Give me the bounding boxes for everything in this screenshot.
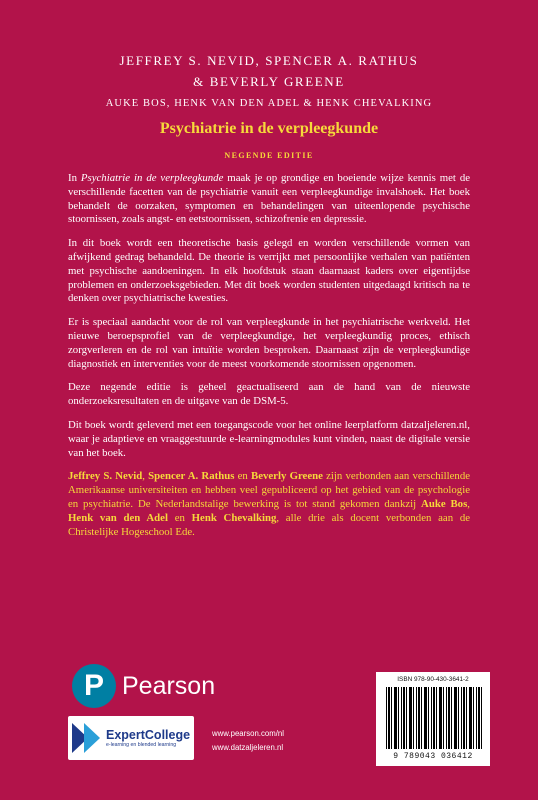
intro-rest: maak je op grondige en boeiende wijze kennis met de verschillende facetten van de psychiatrie vanuit een verpleegkundige invalshoek. Het boek behandelt de oorzaken, symptomen en behandelingen van uiteenlopende psychische stoornissen, zoals angst- en eetstoornissen, schizofrenie en depressie. bbox=[68, 172, 471, 226]
paragraph-intro bbox=[68, 172, 470, 227]
expertcollege-logo bbox=[68, 716, 194, 760]
separator: , bbox=[142, 470, 149, 483]
edition-label: NEGENDE EDITIE bbox=[224, 151, 314, 160]
barcode bbox=[376, 672, 490, 766]
intro-title-italic: Psychiatrie in de verpleegkunde bbox=[80, 172, 224, 184]
intro-prefix: In bbox=[68, 172, 81, 184]
pearson-logo bbox=[72, 664, 215, 708]
co-author-names: AUKE BOS, HENK VAN DEN ADEL & HENK CHEVALKING bbox=[105, 98, 433, 109]
author-affiliation: , alle drie als docent verbonden aan de Christelijke Hogeschool Ede. bbox=[68, 511, 471, 538]
author-name: Jeffrey S. Nevid bbox=[68, 470, 143, 483]
expertcollege-arrow-icon bbox=[72, 723, 104, 753]
url-pearson: www.pearson.com/nl bbox=[212, 729, 284, 738]
author-name: Henk van den Adel bbox=[68, 511, 168, 524]
url-datzaljeleren: www.datzaljeleren.nl bbox=[212, 743, 284, 752]
back-cover-text bbox=[68, 172, 470, 549]
expertcollege-name: ExpertCollege bbox=[106, 728, 191, 742]
pearson-logo-letter: P bbox=[83, 669, 104, 702]
author-line-2: & BEVERLY GREENE bbox=[193, 74, 345, 89]
isbn-label: ISBN 978-90-430-3641-2 bbox=[397, 676, 469, 683]
book-title: Psychiatrie in de verpleegkunde bbox=[159, 120, 379, 137]
paragraph-nursing: Er is speciaal aandacht voor de rol van verpleegkunde in het psychiatrische werkveld. Het nieuwe beroepsprofiel van de verpleegkundige, het verpleegkundig proces, ethisch zorgverleren en de rol van intuïtie worden besproken. Daarnaast zijn de verpleegkundige diagnostiek en interventies voor de meest voorkomende stoornissen opgenomen. bbox=[68, 316, 470, 370]
author-names bbox=[0, 50, 538, 92]
separator: , bbox=[467, 497, 470, 510]
paragraph-platform: Dit boek wordt geleverd met een toegangscode voor het online leerplatform datzaljeleren.nl, waar je adaptieve en vraaggestuurde e-learningmodules kunt vinden, naast de digitale versie van het boek. bbox=[68, 418, 470, 459]
paragraph-theory: In dit boek wordt een theoretische basis gelegd en worden verschillende vormen van afwijkend gedrag behandeld. De theorie is verrijkt met persoonlijke verhalen van patiënten met psychische aandoeningen. In elk hoofdstuk staan daarnaast kaders over eigentijdse problemen en onderzoeksgebieden. Met dit boek worden studenten uitgedaagd kritisch na te denken over psychiatrische kwesties. bbox=[68, 237, 470, 305]
website-urls bbox=[212, 727, 284, 755]
separator: en bbox=[234, 470, 251, 483]
author-name: Beverly Greene bbox=[251, 470, 323, 483]
expertcollege-tagline: e-learning en blended learning bbox=[106, 742, 177, 748]
barcode-digits: 9 789043 036412 bbox=[393, 752, 473, 761]
barcode-bars bbox=[386, 687, 482, 749]
author-bio: zijn verbonden aan verschillende Amerikaanse universiteiten en hebben veel gepubliceerd op het gebied van de psychologie en psychiatrie. De Nederlandstalige bewerking is tot stand gekomen dankzij bbox=[68, 470, 471, 510]
pearson-icon bbox=[72, 664, 116, 708]
author-name: Spencer A. Rathus bbox=[148, 470, 235, 483]
paragraph-authors bbox=[68, 470, 470, 539]
author-name: Henk Chevalking bbox=[191, 511, 277, 524]
author-line-1: JEFFREY S. NEVID, SPENCER A. RATHUS bbox=[119, 53, 419, 68]
author-name: Auke Bos bbox=[421, 497, 468, 510]
separator: en bbox=[167, 511, 192, 524]
paragraph-edition: Deze negende editie is geheel geactualiseerd aan de hand van de nieuwste onderzoeksresultaten en de uitgave van de DSM-5. bbox=[68, 381, 470, 408]
pearson-wordmark: Pearson bbox=[122, 671, 216, 700]
